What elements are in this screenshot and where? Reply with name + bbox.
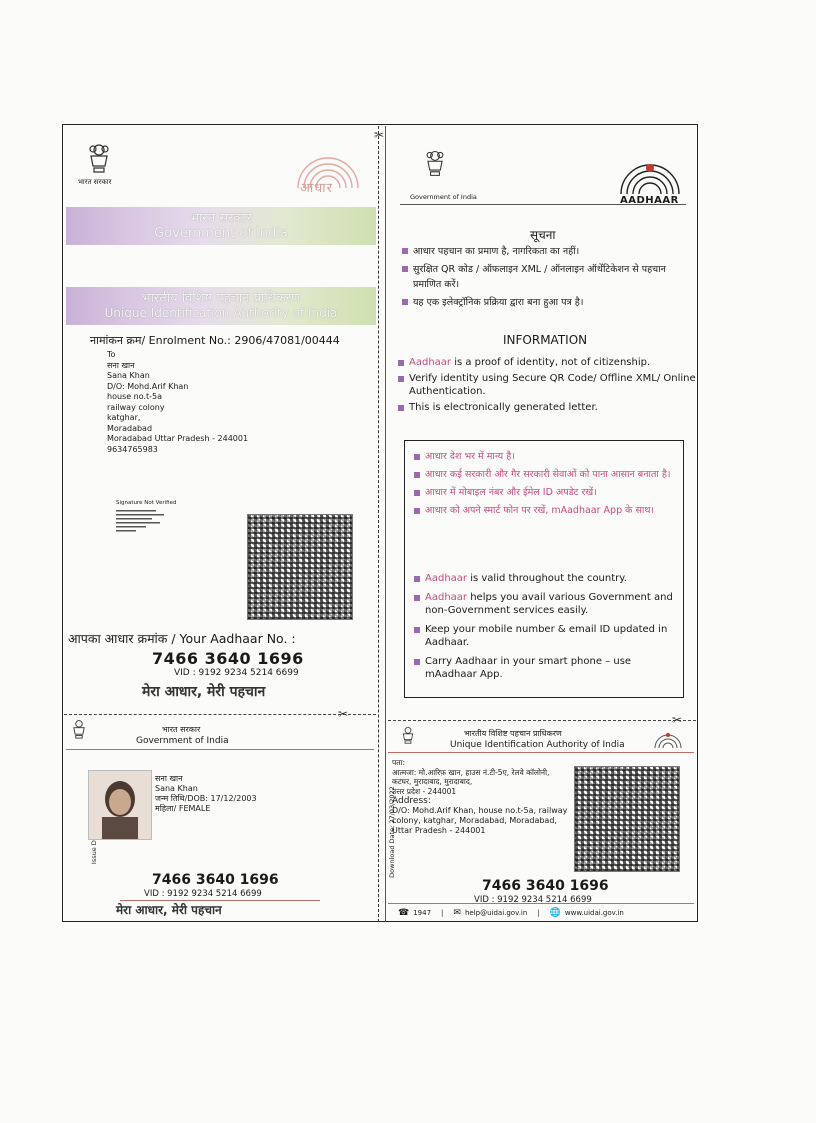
- download-date: Download Date: 27/03/2022: [387, 786, 396, 878]
- header-rule: [66, 749, 374, 750]
- vid-number: VID : 9192 9234 5214 6699: [474, 895, 592, 905]
- address-english-block: [392, 796, 572, 836]
- address-line: house no.t-5a: [107, 392, 163, 401]
- tagline: मेरा आधार, मेरी पहचान: [142, 684, 266, 700]
- scissors-icon: ✂: [672, 713, 683, 727]
- address-line: Moradabad: [107, 423, 153, 433]
- aadhaar-number: 7466 3640 1696: [482, 878, 609, 894]
- secure-qr-code: [574, 766, 680, 872]
- tagline: मेरा आधार, मेरी पहचान: [116, 903, 222, 917]
- hindi-notice-item: सुरक्षित QR कोड / ऑफलाइन XML / ऑनलाइन ऑथेंटिकेशन से पहचान प्रमाणित करें।: [402, 262, 694, 292]
- aadhaar-logo-icon: [615, 160, 685, 200]
- aadhaar-logo-text: AADHAAR: [620, 195, 679, 206]
- aadhaar-number: 7466 3640 1696: [152, 649, 304, 668]
- horizontal-cut-line-right: [388, 720, 696, 721]
- vid-number: VID : 9192 9234 5214 6699: [174, 668, 299, 678]
- phone-icon: ☎: [398, 908, 410, 918]
- web-icon: 🌐: [549, 908, 561, 918]
- gov-hindi: भारत सरकार: [189, 211, 253, 226]
- gender: महिला/ FEMALE: [155, 804, 211, 813]
- national-emblem-icon: [68, 716, 90, 746]
- benefit-item: Carry Aadhaar in your smart phone – use mAadhaar App.: [414, 655, 676, 681]
- address-line: 9634765983: [107, 444, 158, 454]
- benefit-hindi-item: आधार को अपने स्मार्ट फोन पर रखें, mAadhaar App के साथ।: [414, 504, 676, 517]
- address-hindi-label: पता:: [392, 758, 406, 767]
- enrolment-value: 2906/47081/00444: [234, 334, 340, 347]
- address-line: D/O: Mohd.Arif Khan, house no.t-5a, railway: [392, 806, 568, 815]
- footer-web: www.uidai.gov.in: [564, 909, 624, 917]
- gov-hindi: भारत सरकार: [162, 725, 201, 734]
- hindi-notice-item: यह एक इलेक्ट्रॉनिक प्रक्रिया द्वारा बना हुआ पत्र है।: [402, 295, 694, 310]
- national-emblem-icon: [398, 722, 418, 752]
- address-line: सना खान: [107, 360, 135, 370]
- gov-english: Government of India: [136, 736, 229, 746]
- digital-signature-stamp: [116, 508, 174, 534]
- address-hindi-line: उत्तर प्रदेश - 244001: [392, 786, 457, 796]
- aadhaar-logo-text: आधार: [300, 181, 333, 196]
- benefit-item: Aadhaar is valid throughout the country.: [414, 572, 676, 585]
- uidai-hindi: भारतीय विशिष्ट पहचान प्राधिकरण: [141, 291, 301, 306]
- address-line: katghar,: [107, 413, 141, 422]
- suchna-title: सूचना: [530, 228, 556, 242]
- vid-number: VID : 9192 9234 5214 6699: [144, 889, 262, 899]
- hindi-notice-list: [402, 244, 694, 313]
- benefit-hindi-item: आधार देश भर में मान्य है।: [414, 450, 676, 463]
- card-holder-details: [155, 774, 257, 814]
- gov-caption: Government of India: [410, 193, 477, 201]
- address-line: Sana Khan: [107, 371, 150, 380]
- name-english: Sana Khan: [155, 784, 198, 793]
- contact-footer: ☎ 1947 | ✉ help@uidai.gov.in | 🌐 www.uidai.gov.in: [398, 908, 624, 918]
- address-line: Uttar Pradesh - 244001: [392, 826, 486, 835]
- scissors-icon: ✂: [374, 128, 385, 142]
- hindi-notice-item: आधार पहचान का प्रमाण है, नागरिकता का नहीं।: [402, 244, 694, 259]
- aadhaar-number: 7466 3640 1696: [152, 872, 279, 888]
- aadhaar-logo-icon: [652, 730, 684, 754]
- secure-qr-code: [247, 514, 353, 620]
- uidai-banner: [66, 287, 376, 325]
- name-hindi: सना खान: [155, 774, 183, 783]
- address-label: Address:: [392, 796, 431, 806]
- benefit-item: Keep your mobile number & email ID updated in Aadhaar.: [414, 623, 676, 649]
- gov-india-banner: [66, 207, 376, 245]
- address-line: To: [107, 350, 116, 359]
- national-emblem-icon: [420, 146, 450, 184]
- recipient-address: [107, 350, 248, 455]
- address-line: colony, katghar, Moradabad, Moradabad,: [392, 816, 557, 825]
- information-title: INFORMATION: [503, 333, 588, 347]
- gov-english: Government of India: [154, 226, 288, 241]
- national-emblem-icon: [82, 140, 116, 180]
- photo: [88, 770, 152, 840]
- header-rule: [388, 752, 694, 753]
- address-line: railway colony: [107, 402, 165, 412]
- benefit-hindi-item: आधार कई सरकारी और गैर सरकारी सेवाओं को पाना आसान बनाता है।: [414, 468, 676, 481]
- benefit-hindi-item: आधार में मोबाइल नंबर और ईमेल ID अपडेट रखें।: [414, 486, 676, 499]
- benefits-english-list: [414, 572, 676, 687]
- footer-rule: [388, 903, 694, 904]
- your-aadhaar-label: आपका आधार क्रमांक / Your Aadhaar No. :: [68, 631, 296, 646]
- emblem-caption: भारत सरकार: [78, 178, 112, 186]
- uidai-hindi: भारतीय विशिष्ट पहचान प्राधिकरण: [464, 729, 562, 738]
- horizontal-cut-line-left: [64, 714, 376, 715]
- info-item: This is electronically generated letter.: [398, 401, 696, 414]
- dob: जन्म तिथि/DOB: 17/12/2003: [155, 794, 257, 803]
- scissors-icon: ✂: [338, 707, 349, 721]
- address-line: D/O: Mohd.Arif Khan: [107, 381, 189, 391]
- address-hindi-block: [392, 758, 572, 796]
- info-item: Aadhaar is a proof of identity, not of citizenship.: [398, 356, 696, 369]
- vertical-cut-line: [378, 126, 379, 922]
- vertical-divider: [385, 126, 386, 922]
- uidai-english: Unique Identification Authority of India: [104, 306, 338, 320]
- email-icon: ✉: [453, 908, 461, 918]
- address-hindi-line: कटघर, मुरादाबाद, मुरादाबाद,: [392, 777, 473, 786]
- signature-note: Signature Not Verified: [116, 500, 177, 506]
- uidai-english: Unique Identification Authority of India: [450, 740, 625, 750]
- address-line: Moradabad Uttar Pradesh - 244001: [107, 434, 249, 443]
- information-list: [398, 356, 696, 417]
- benefit-item: Aadhaar helps you avail various Government and non-Government services easily.: [414, 591, 676, 617]
- footer-email: help@uidai.gov.in: [464, 909, 528, 917]
- enrolment-label: नामांकन क्रम/ Enrolment No.:: [90, 334, 231, 347]
- address-hindi-line: आत्मजा: मो.आरिफ़ खान, हाउस नं.टी-5ए, रेलवे कॉलोनी,: [392, 767, 550, 777]
- footer-phone: 1947: [413, 909, 432, 917]
- benefits-hindi-list: [414, 450, 676, 522]
- enrolment-number: [90, 333, 340, 348]
- info-item: Verify identity using Secure QR Code/ Offline XML/ Online Authentication.: [398, 372, 696, 398]
